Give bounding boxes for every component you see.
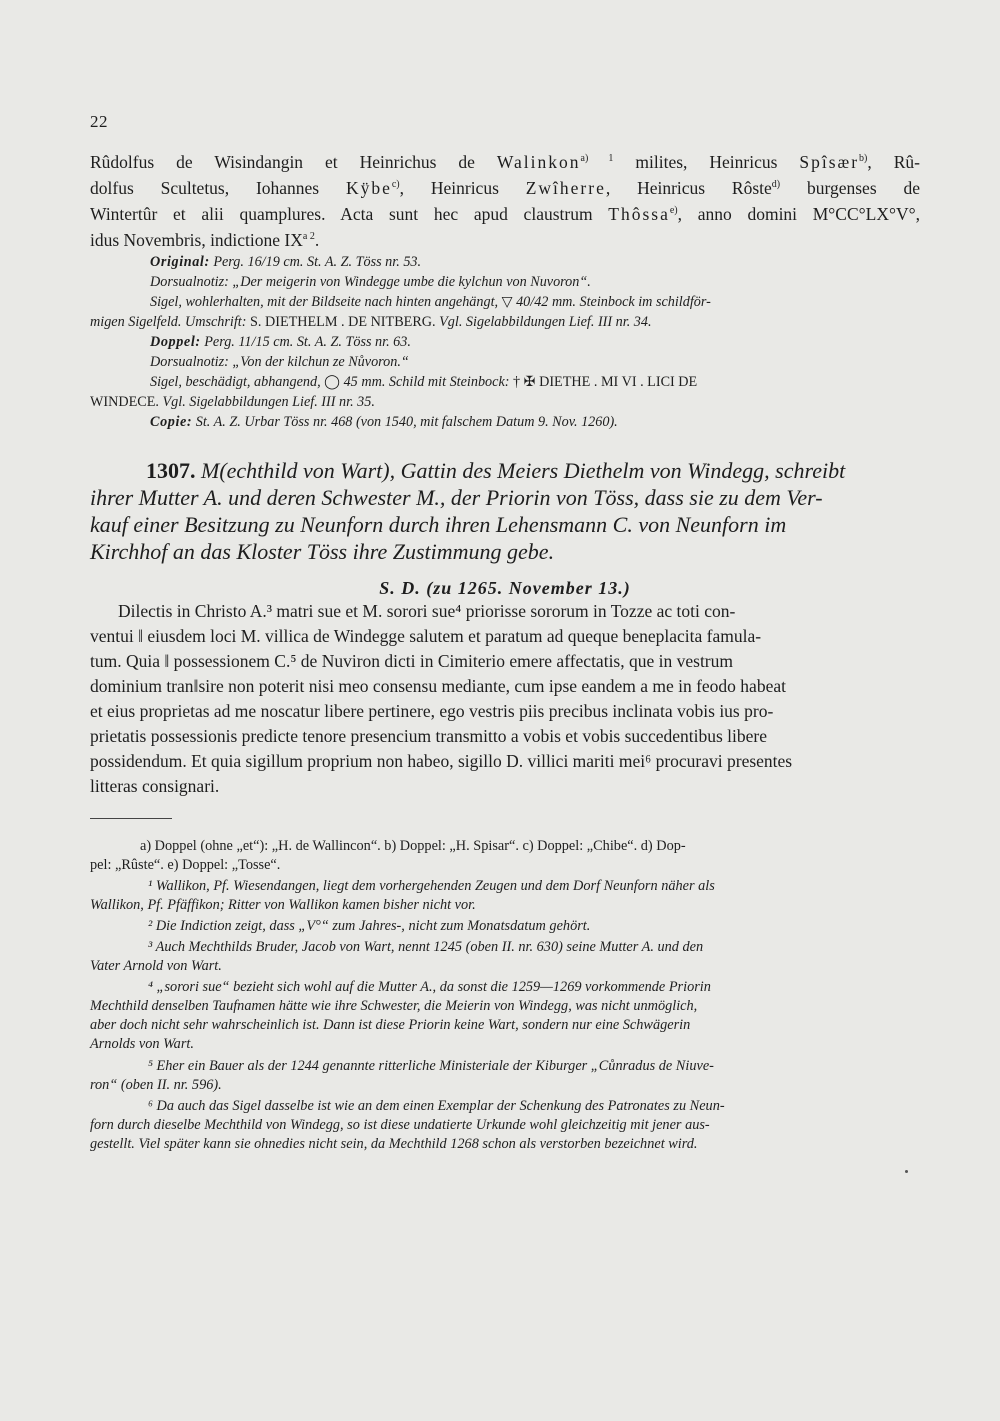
note-seal-2: Sigel, beschädigt, abhangend, ◯ 45 mm. Schild mit Steinbock: † ✠ DIETHE . MI VI . LICI DE (150, 374, 698, 390)
footnote-3-a: ³ Auch Mechthilds Bruder, Jacob von Wart, nennt 1245 (oben II. nr. 630) seine Mutter A. und den (148, 939, 704, 955)
heading-line-1: 1307. M(echthild von Wart), Gattin des Meiers Diethelm von Windegg, schreibt (146, 458, 846, 483)
body-line-1: Dilectis in Christo A.³ matri sue et M. sorori sue⁴ priorisse sororum in Tozze ac toti con- (118, 601, 736, 621)
footnote-4-a: ⁴ „sorori sue“ bezieht sich wohl auf die Mutter A., da sonst die 1259—1269 vorkommende Priorin (148, 979, 711, 995)
body-line-6: prietatis possessionis predicte tenore presencium transmitto a vobis et vobis succedentibus libere (90, 726, 767, 746)
footnote-5-b: ron“ (oben II. nr. 596). (90, 1077, 222, 1093)
note-doppel: Doppel: Perg. 11/15 cm. St. A. Z. Töss nr. 63. (150, 334, 411, 350)
page-number: 22 (90, 112, 108, 131)
intro-line-4: idus Novembris, indictione $IX^a$ $^2$. (90, 230, 320, 250)
intro-line-1: Rûdolfus de Wisindangin et Heinrichus de Walinkon$^{a)}$ $^1$ milites, Heinricus Spîsær$^{b)}$, Rû- (90, 152, 920, 172)
note-copie: Copie: St. A. Z. Urbar Töss nr. 468 (von 1540, mit falschem Datum 9. Nov. 1260). (150, 414, 618, 430)
note-dorsal-1: Dorsualnotiz: „Der meigerin von Windegge umbe die kylchun von Nuvoron“. (150, 274, 591, 290)
footnote-variants-1: a) Doppel (ohne „et“): „H. de Wallincon“. b) Doppel: „H. Spisar“. c) Doppel: „Chibe“. d) Dop- (140, 838, 686, 854)
note-dorsal-2: Dorsualnotiz: „Von der kilchun ze Nůvoron.“ (150, 354, 409, 370)
document-number: 1307. (146, 458, 196, 483)
intro-line-3: Wintertûr et alii quamplures. Acta sunt hec apud claustrum Thôssa$^{e)}$, anno domini M°CC°LX°V°, (90, 204, 920, 224)
footnote-4-b: Mechthild denselben Taufnamen hätte wie ihre Schwester, die Meierin von Windegg, was nicht unmöglich, (90, 998, 698, 1014)
note-original: Original: Perg. 16/19 cm. St. A. Z. Töss nr. 53. (150, 254, 422, 270)
footnote-5-a: ⁵ Eher ein Bauer als der 1244 genannte ritterliche Ministeriale der Kiburger „Cůnradus de Niuve- (148, 1058, 714, 1074)
body-line-7: possidendum. Et quia sigillum proprium non habeo, sigillo D. villici mariti mei⁶ procuravi presentes (90, 751, 793, 771)
footnote-divider (90, 818, 172, 819)
heading-line-2: ihrer Mutter A. und deren Schwester M., der Priorin von Töss, dass sie zu dem Ver- (90, 485, 823, 510)
footnote-1-b: Wallikon, Pf. Pfäffikon; Ritter von Wallikon kamen bisher nicht vor. (90, 897, 476, 913)
print-speck (905, 1170, 908, 1173)
note-seal-1: Sigel, wohlerhalten, mit der Bildseite nach hinten angehängt, ▽ 40/42 mm. Steinbock im schildför- (150, 294, 711, 310)
heading-line-4: Kirchhof an das Kloster Töss ihre Zustimmung gebe. (90, 539, 555, 564)
footnote-6-c: gestellt. Viel später kann sie ohnedies nicht sein, da Mechthild 1268 schon als verstorben bezeichnet wird. (90, 1136, 698, 1152)
heading-line-3: kauf einer Besitzung zu Neunforn durch ihren Lehensmann C. von Neunforn im (90, 512, 787, 537)
footnote-3-b: Vater Arnold von Wart. (90, 958, 222, 974)
footnote-6-a: ⁶ Da auch das Sigel dasselbe ist wie an dem einen Exemplar der Schenkung des Patronates zu Neun- (148, 1098, 725, 1114)
body-line-2: ventui ‖ eiusdem loci M. villica de Windegge salutem et paratum ad queque beneplacita famula- (90, 626, 762, 646)
body-line-3: tum. Quia ‖ possessionem C.⁵ de Nuviron dicti in Cimiterio emere affectatis, que in vestrum (90, 651, 733, 671)
body-line-8: litteras consignari. (90, 776, 220, 796)
footnote-4-c: aber doch nicht sehr wahrscheinlich ist. Dann ist diese Priorin keine Wart, sondern nur eine Schwägerin (90, 1017, 691, 1033)
footnote-6-b: forn durch dieselbe Mechthild von Windegg, so ist diese undatierte Urkunde wohl gleichzeitig mit jener aus- (90, 1117, 710, 1133)
date-line: S. D. (zu 1265. November 13.) (379, 578, 631, 598)
intro-line-2: dolfus Scultetus, Iohannes Kÿbe$^{c)}$, Heinricus Zwîherre, Heinricus Rôste$^{d)}$ burgenses de (90, 178, 920, 198)
body-line-5: et eius proprietas ad me noscatur libere pertinere, ego vestris piis precibus inclinata vobis ius pro- (90, 701, 774, 721)
footnote-1-a: ¹ Wallikon, Pf. Wiesendangen, liegt dem vorhergehenden Zeugen und dem Dorf Neunforn näher als (148, 878, 715, 894)
footnote-variants-2: pel: „Rûste“. e) Doppel: „Tosse“. (90, 857, 281, 873)
footnote-4-d: Arnolds von Wart. (90, 1036, 194, 1052)
note-seal-1-cont: migen Sigelfeld. Umschrift: S. DIETHELM . DE NITBERG. Vgl. Sigelabbildungen Lief. III nr. 34. (90, 314, 652, 330)
footnote-2: ² Die Indiction zeigt, dass „V°“ zum Jahres-, nicht zum Monatsdatum gehört. (148, 918, 591, 934)
note-seal-2-cont: WINDECE. Vgl. Sigelabbildungen Lief. III nr. 35. (90, 394, 375, 410)
body-line-4: dominium tran‖sire non poterit nisi meo consensu mediante, cum ipse eandem a me in feodo habeat (90, 676, 786, 696)
